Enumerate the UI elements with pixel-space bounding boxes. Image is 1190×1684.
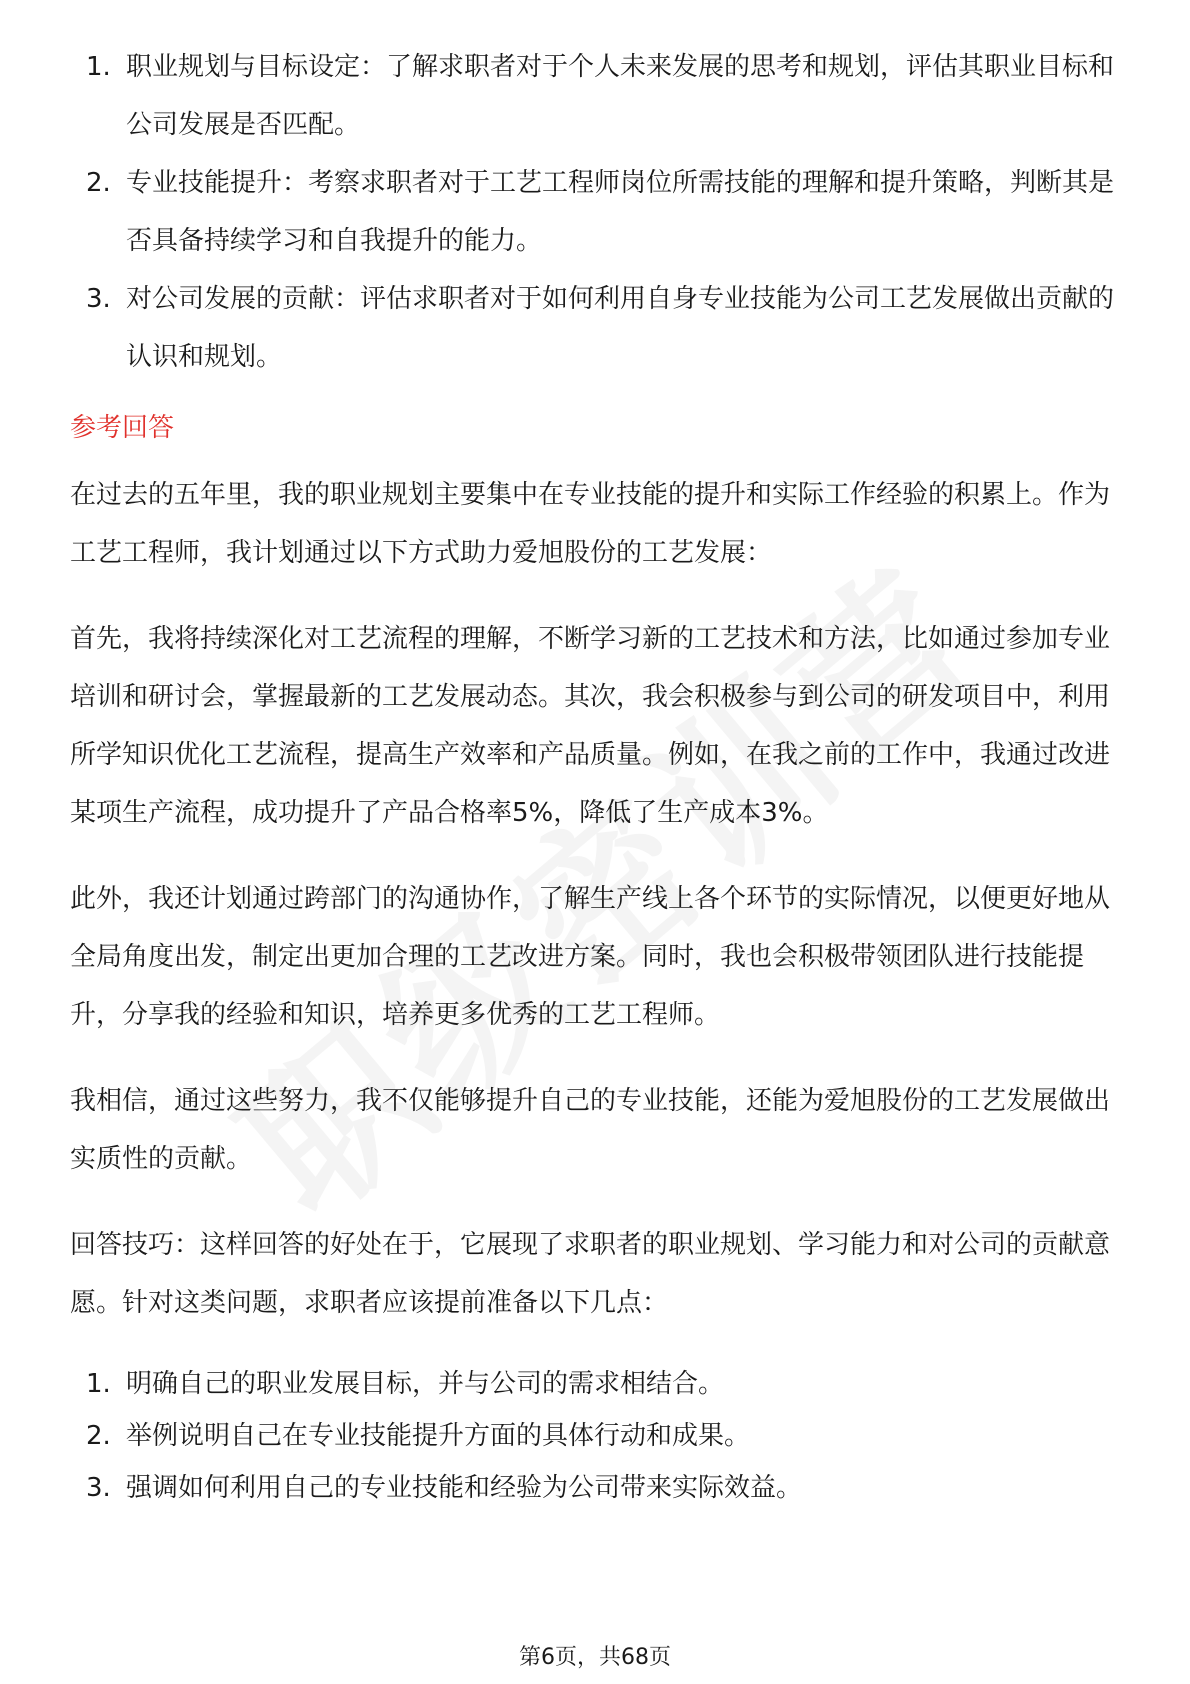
list-item-text: 对公司发展的贡献：评估求职者对于如何利用自身专业技能为公司工艺发展做出贡献的认识和规划。	[126, 284, 1115, 372]
preparation-points-list	[70, 1358, 1120, 1514]
list-item	[70, 1462, 1120, 1514]
page-number-footer: 第6页，共68页	[519, 1645, 671, 1670]
list-item-number: 2.	[86, 1421, 111, 1451]
list-item-text: 强调如何利用自己的专业技能和经验为公司带来实际效益。	[126, 1473, 803, 1503]
list-item-number: 1.	[86, 52, 111, 82]
list-item	[70, 1410, 1120, 1462]
answer-paragraph: 首先，我将持续深化对工艺流程的理解，不断学习新的工艺技术和方法，比如通过参加专业培训和研讨会，掌握最新的工艺发展动态。其次，我会积极参与到公司的研发项目中，利用所学知识优化工艺流程，提高生产效率和产品质量。例如，在我之前的工作中，我通过改进某项生产流程，成功提升了产品合格率5%，降低了生产成本3%。	[70, 624, 1111, 828]
page-content	[70, 38, 1120, 1514]
list-item-text: 明确自己的职业发展目标，并与公司的需求相结合。	[126, 1369, 725, 1399]
list-item-number: 3.	[86, 284, 111, 314]
evaluation-points-list	[70, 38, 1120, 386]
answer-paragraph: 我相信，通过这些努力，我不仅能够提升自己的专业技能，还能为爱旭股份的工艺发展做出实质性的贡献。	[70, 1086, 1111, 1174]
answer-tips-paragraph: 回答技巧：这样回答的好处在于，它展现了求职者的职业规划、学习能力和对公司的贡献意愿。针对这类问题，求职者应该提前准备以下几点：	[70, 1230, 1111, 1318]
list-item	[70, 38, 1120, 154]
list-item	[70, 1358, 1120, 1410]
list-item-number: 3.	[86, 1473, 111, 1503]
answer-paragraph: 此外，我还计划通过跨部门的沟通协作，了解生产线上各个环节的实际情况，以便更好地从全局角度出发，制定出更加合理的工艺改进方案。同时，我也会积极带领团队进行技能提升，分享我的经验和知识，培养更多优秀的工艺工程师。	[70, 884, 1111, 1030]
section-heading: 参考回答	[70, 413, 175, 443]
list-item-text: 专业技能提升：考察求职者对于工艺工程师岗位所需技能的理解和提升策略，判断其是否具备持续学习和自我提升的能力。	[126, 168, 1115, 256]
answer-paragraph: 在过去的五年里，我的职业规划主要集中在专业技能的提升和实际工作经验的积累上。作为工艺工程师，我计划通过以下方式助力爱旭股份的工艺发展：	[70, 480, 1111, 568]
list-item-number: 1.	[86, 1369, 111, 1399]
list-item	[70, 270, 1120, 386]
list-item	[70, 154, 1120, 270]
list-item-text: 举例说明自己在专业技能提升方面的具体行动和成果。	[126, 1421, 751, 1451]
list-item-text: 职业规划与目标设定：了解求职者对于个人未来发展的思考和规划，评估其职业目标和公司发展是否匹配。	[126, 52, 1115, 140]
list-item-number: 2.	[86, 168, 111, 198]
